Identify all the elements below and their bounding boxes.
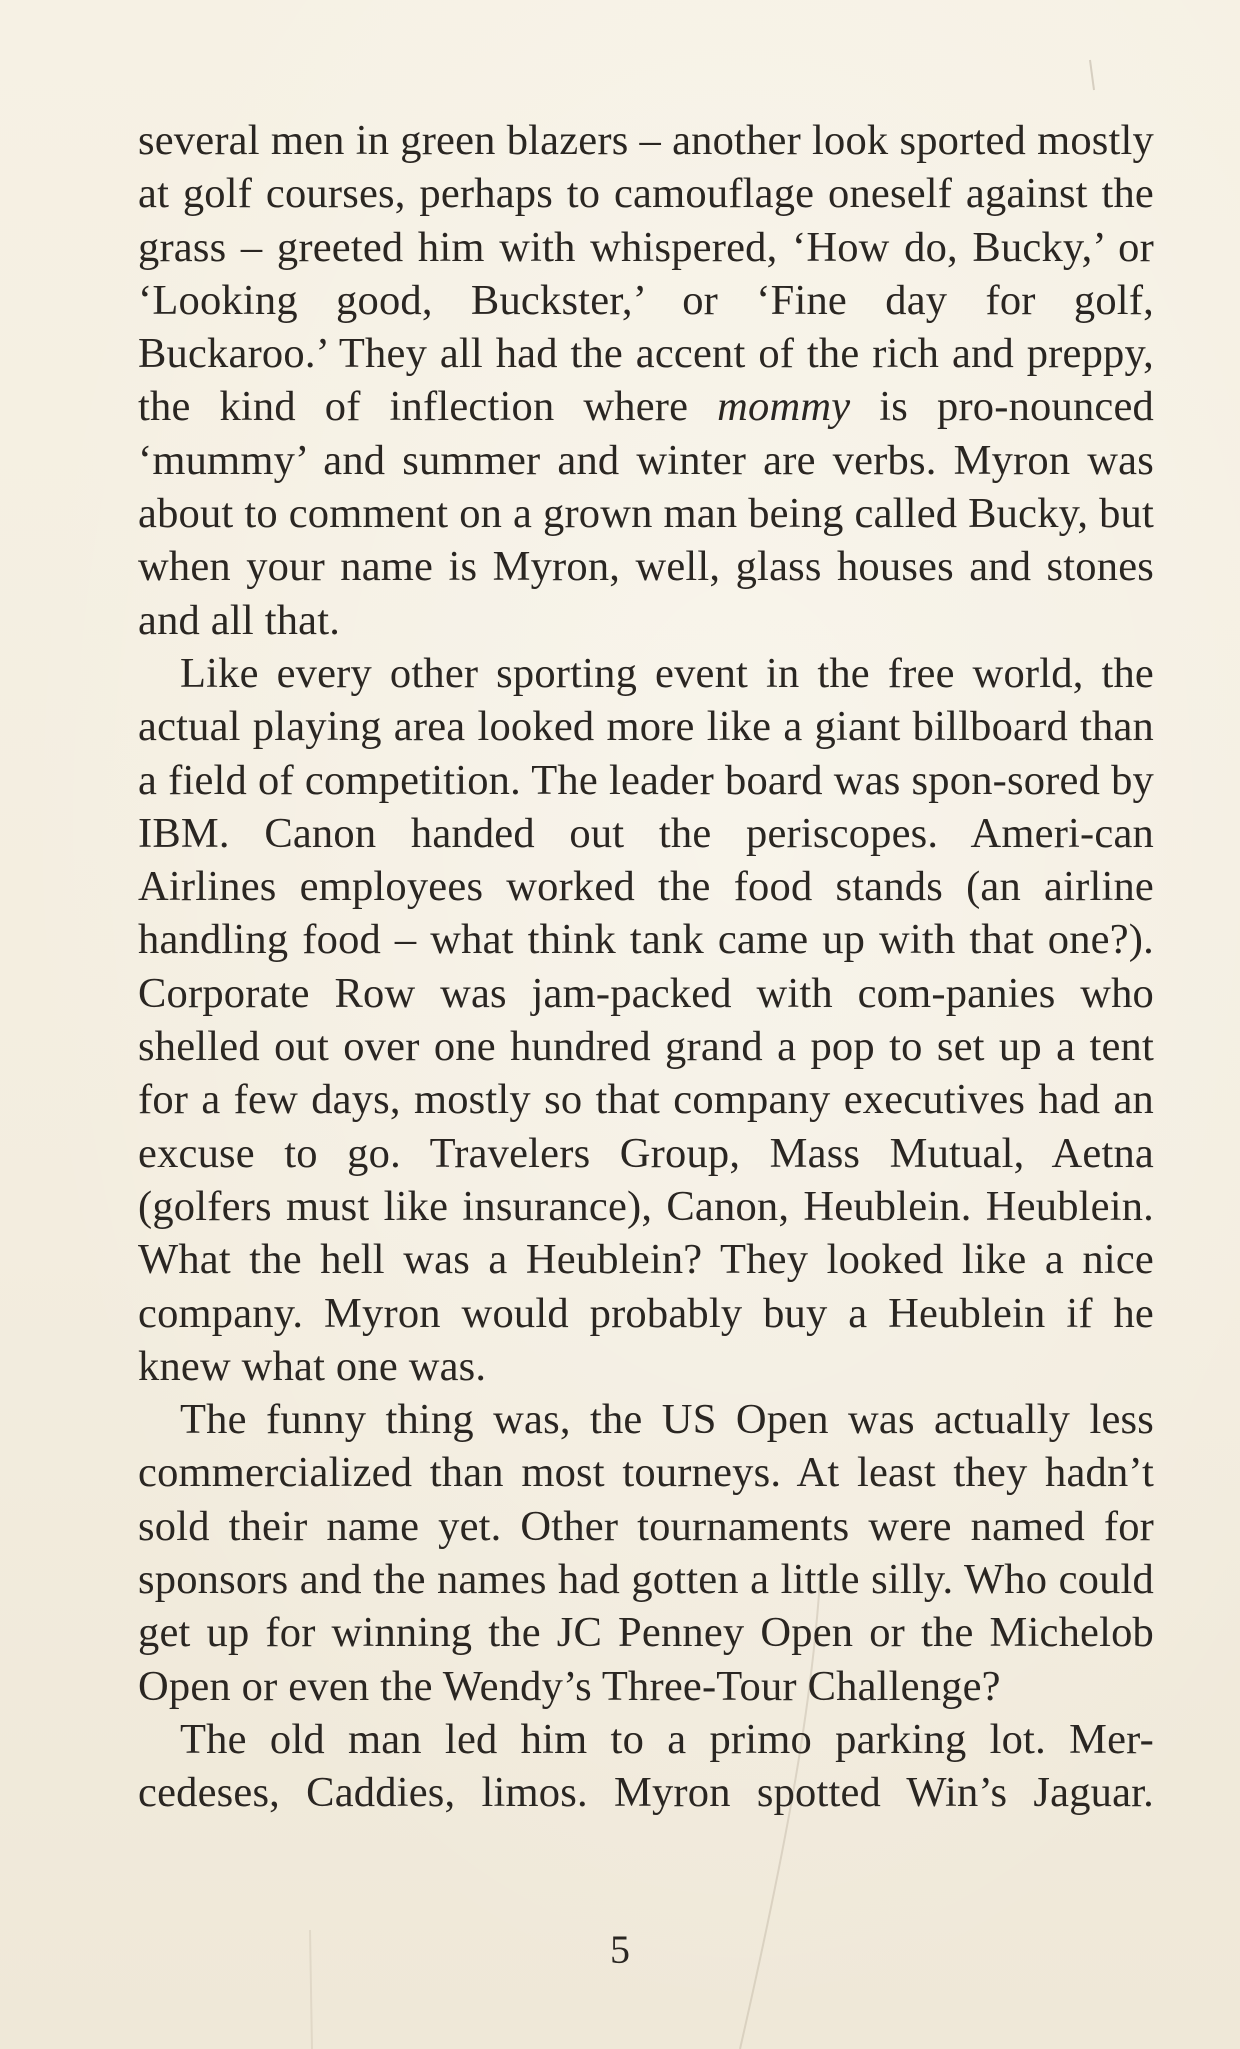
paragraph-2	[138, 647, 1154, 1393]
paragraph-4-text: The old man led him to a primo parking lot. Mer-cedeses, Caddies, limos. Myron spotted Win’s Jaguar.	[138, 1715, 1154, 1817]
paragraph-1-text-a: several men in green blazers – another look sported mostly at golf courses, perhaps to camouflage oneself against the grass – greeted him with whispered, ‘How do, Bucky,’ or ‘Looking good, Buckster,’ or ‘Fine day for golf, Buckaroo.’ They all had the accent of the rich and preppy, the kind of inflection where	[138, 117, 1154, 431]
paragraph-4	[138, 1713, 1154, 1820]
body-text	[138, 114, 1154, 1820]
paragraph-1-text-b: is pro-nounced ‘mummy’ and summer and winter are verbs. Myron was about to comment on a grown man being called Bucky, but when your name is Myron, well, glass houses and stones and all that.	[138, 383, 1154, 644]
page-number: 5	[610, 1927, 630, 1972]
paragraph-1	[138, 114, 1154, 647]
paragraph-1-italic-word: mommy	[717, 383, 851, 431]
paragraph-3	[138, 1393, 1154, 1713]
paragraph-2-text: Like every other sporting event in the free world, the actual playing area looked more like a giant billboard than a field of competition. The leader board was spon-sored by IBM. Canon handed out the periscopes. Ameri-can Airlines employees worked the food stands (an airline handling food – what think tank came up with that one?). Corporate Row was jam-packed with com-panies who shelled out over one hundred grand a pop to set up a tent for a few days, mostly so that company executives had an excuse to go. Travelers Group, Mass Mutual, Aetna (golfers must like insurance), Canon, Heublein. Heublein. What the hell was a Heublein? They looked like a nice company. Myron would probably buy a Heublein if he knew what one was.	[138, 649, 1154, 1390]
paragraph-3-text: The funny thing was, the US Open was actually less commercialized than most tourneys. At least they hadn’t sold their name yet. Other tournaments were named for sponsors and the names had gotten a little silly. Who could get up for winning the JC Penney Open or the Michelob Open or even the Wendy’s Three-Tour Challenge?	[138, 1396, 1154, 1710]
